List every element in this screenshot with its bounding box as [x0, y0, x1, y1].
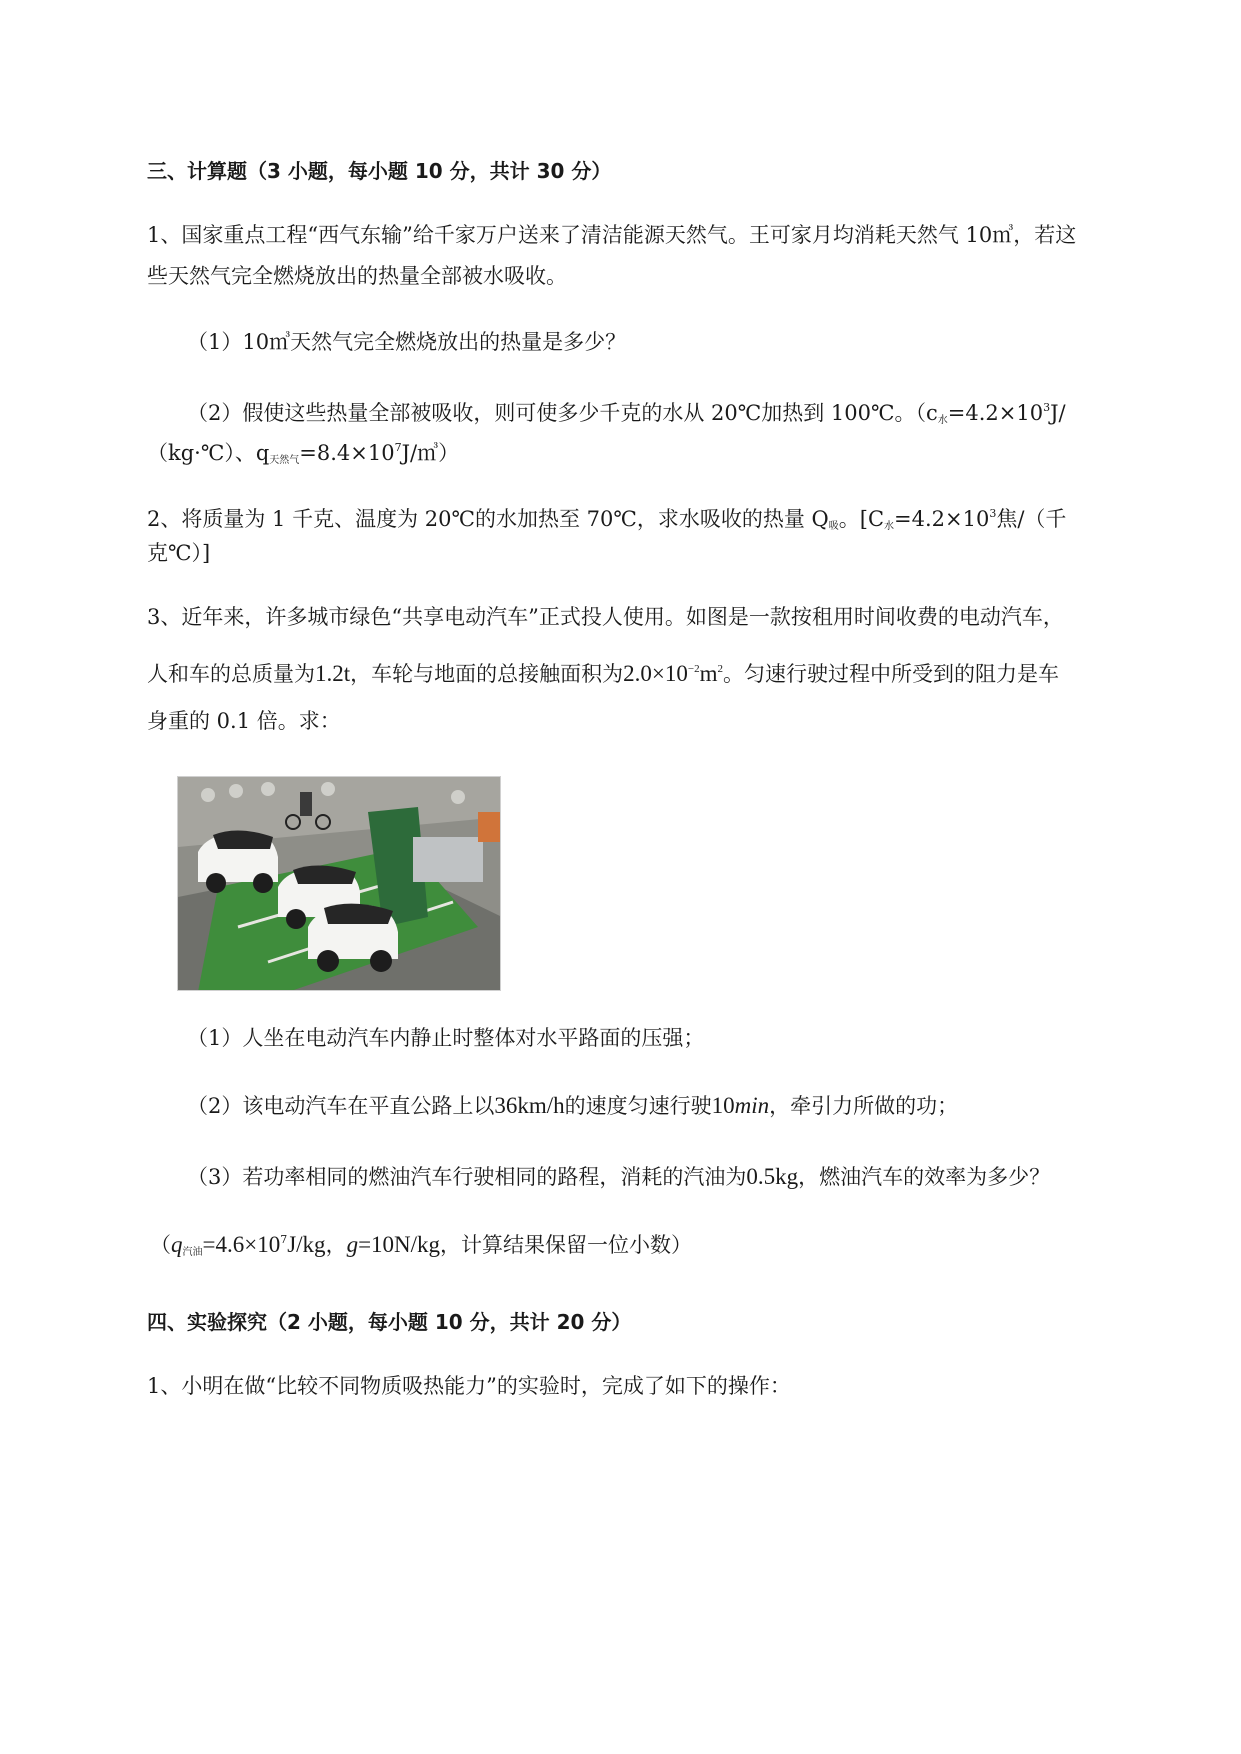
q2-text-line1: 2、将质量为 1 千克、温度为 20℃的水加热至 70℃，求水吸收的热量 $Q_吸$。[$C_水=4.2\times 10^3$焦/（千: [147, 507, 1067, 532]
subscript-water: 水: [937, 415, 948, 426]
q1-text-line1: 1、国家重点工程“西气东输”给千家万户送来了清洁能源天然气。王可家月均消耗天然气 10㎥，若这: [147, 223, 1077, 247]
q3-part3: （3）若功率相同的燃油汽车行驶相同的路程，消耗的汽油为0.5kg，燃油汽车的效率为多少？: [187, 1164, 1051, 1189]
q1-text-line2: 些天然气完全燃烧放出的热量全部被水吸收。: [147, 264, 567, 288]
time-value: 10min: [711, 1093, 770, 1118]
mass-value: 1.2t: [315, 661, 351, 686]
subscript-water: 水: [884, 521, 895, 532]
q3-text-line3: 身重的 0.1 倍。求：: [147, 709, 341, 733]
subscript-absorb: 吸: [828, 521, 839, 532]
exponent: 7: [394, 441, 402, 454]
q3-part2: （2）该电动汽车在平直公路上以36km/h的速度匀速行驶10min，牵引力所做的功；: [187, 1093, 959, 1118]
shared-electric-cars-photo: [177, 776, 501, 991]
speed-value: 36km/h: [494, 1093, 565, 1118]
q1-part2-line2: （kg·℃）、$q_{天然气}=8.4\times 10^7J/㎥$）: [147, 441, 460, 466]
subscript-natural-gas: 天然气: [269, 455, 300, 466]
area-value: $2.0\times 10^{-2}m^2$: [623, 661, 723, 686]
q3-part1: （1）人坐在电动汽车内静止时整体对水平路面的压强；: [187, 1026, 705, 1050]
q2-text-line2: 克℃）]: [147, 541, 211, 565]
exponent: 3: [989, 507, 997, 520]
section3-heading: 三、计算题（3 小题，每小题 10 分，共计 30 分）: [147, 159, 612, 183]
q3-constants-note: （$q_{汽油}=4.6\times 10^7J/kg$，g=10N/kg，计算结果保留一位小数）: [150, 1232, 693, 1258]
q1-part2-line1: （2）假使这些热量全部被吸收，则可使多少千克的水从 20℃加热到 100℃。（$c_水=4.2\times 10^3J/$: [187, 401, 1066, 426]
q3-text-line2: 人和车的总质量为1.2t，车轮与地面的总接触面积为$2.0\times 10^{-2}m^2$。匀速行驶过程中所受到的阻力是车: [147, 661, 1059, 686]
q3-text-line1: 3、近年来，许多城市绿色“共享电动汽车”正式投人使用。如图是一款按租用时间收费的电动汽车，: [147, 605, 1064, 629]
fuel-mass-value: 0.5kg: [746, 1164, 799, 1189]
exponent: 3: [1043, 401, 1051, 414]
section4-q1: 1、小明在做“比较不同物质吸热能力”的实验时，完成了如下的操作：: [147, 1374, 791, 1398]
section4-heading: 四、实验探究（2 小题，每小题 10 分，共计 20 分）: [147, 1310, 632, 1334]
q1-part1: （1）10㎥天然气完全燃烧放出的热量是多少？: [187, 330, 627, 354]
